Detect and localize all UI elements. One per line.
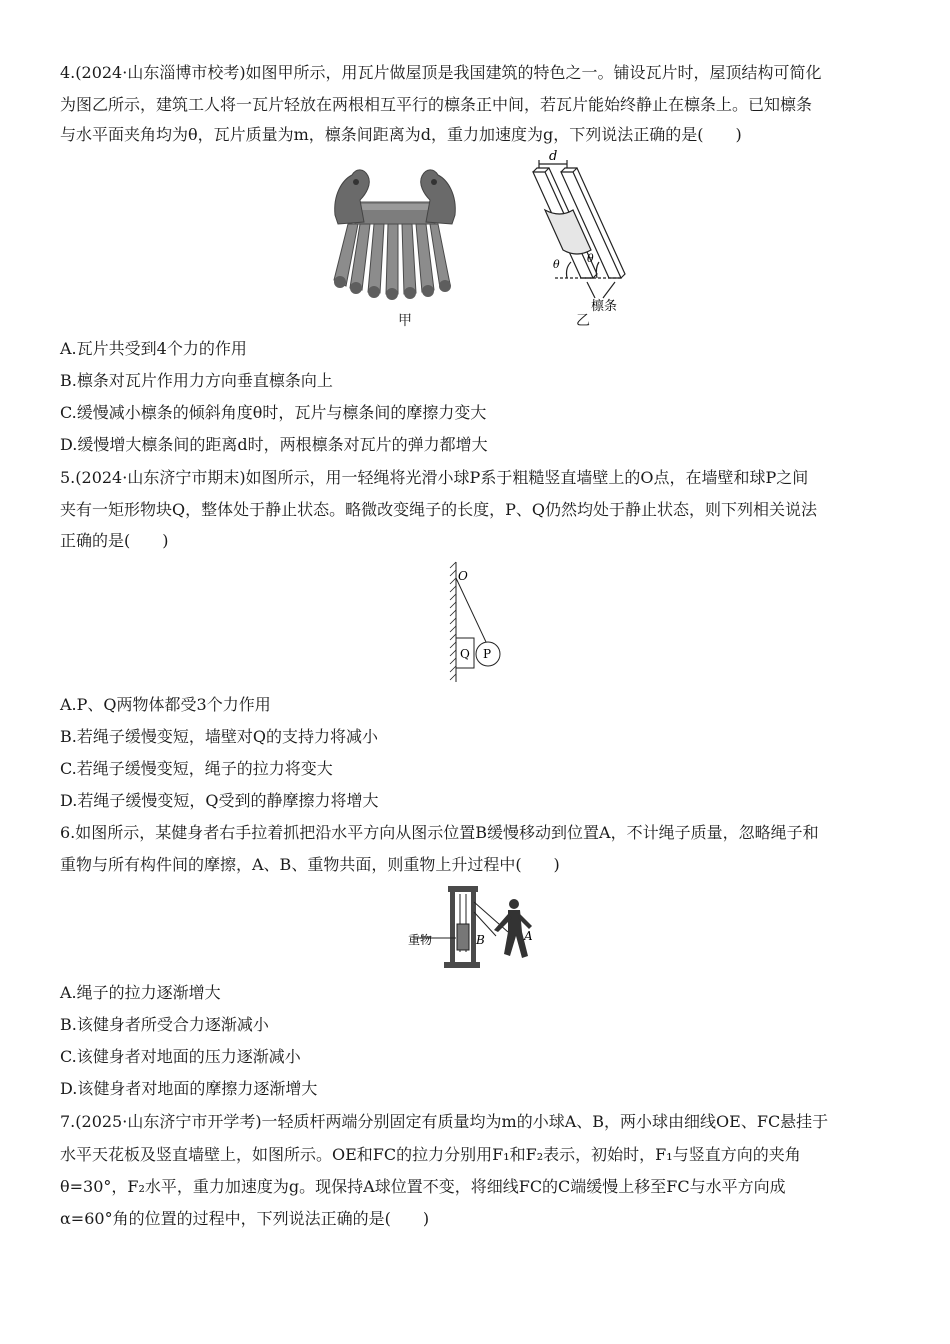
fig-label-q: Q — [460, 647, 470, 661]
q5-stem-line2: 夹有一矩形物块Q，整体处于静止状态。略微改变绳子的长度，P、Q仍然均处于静止状态，则下列相关说法 — [60, 500, 818, 519]
q4-stem-line1: 4.(2024·山东淄博市校考)如图甲所示，用瓦片做屋顶是我国建筑的特色之一。铺设瓦片时，屋顶结构可简化 — [60, 63, 822, 82]
q7-stem-line2: 水平天花板及竖直墙壁上，如图所示。OE和FC的拉力分别用F₁和F₂表示，初始时，F₁与竖直方向的夹角 — [60, 1145, 801, 1164]
q6-option-a: A.绳子的拉力逐渐增大 — [60, 983, 221, 1002]
fig-label-b: B — [476, 933, 485, 947]
gym-cable-diagram — [408, 882, 548, 970]
wall-ball-diagram — [440, 560, 510, 685]
q5-option-d: D.若绳子缓慢变短，Q受到的静摩擦力将增大 — [60, 791, 379, 810]
q4-stem-line3: 与水平面夹角均为θ，瓦片质量为m，檩条间距离为d，重力加速度为g，下列说法正确的是( ) — [60, 125, 742, 144]
q5-option-c: C.若绳子缓慢变短，绳子的拉力将变大 — [60, 759, 333, 778]
q4-option-d: D.缓慢增大檩条间的距离d时，两根檩条对瓦片的弹力都增大 — [60, 435, 488, 454]
q4-option-b: B.檩条对瓦片作用力方向垂直檩条向上 — [60, 371, 333, 390]
purlin-diagram — [515, 150, 645, 320]
fig-label-o: O — [458, 569, 468, 583]
fig-yi-caption: 乙 — [576, 313, 590, 329]
fig-jia-caption: 甲 — [398, 313, 412, 329]
fig-yi-label-d: d — [549, 150, 558, 164]
q5-option-b: B.若绳子缓慢变短，墙壁对Q的支持力将减小 — [60, 727, 378, 746]
q7-stem-line3: θ=30°，F₂水平，重力加速度为g。现保持A球位置不变，将细线FC的C端缓慢上移至FC与水平方向成 — [60, 1177, 786, 1196]
q6-stem-line1: 6.如图所示，某健身者右手拉着抓把沿水平方向从图示位置B缓慢移动到位置A，不计绳子质量，忽略绳子和 — [60, 823, 819, 842]
q5-stem-line1: 5.(2024·山东济宁市期末)如图所示，用一轻绳将光滑小球P系于粗糙竖直墙壁上的O点，在墙壁和球P之间 — [60, 468, 809, 487]
q4-option-c: C.缓慢减小檩条的倾斜角度θ时，瓦片与檩条间的摩擦力变大 — [60, 403, 487, 422]
fig-label-a: A — [524, 929, 533, 943]
q4-stem-line2: 为图乙所示，建筑工人将一瓦片轻放在两根相互平行的檩条正中间，若瓦片能始终静止在檩条上。已知檩条 — [60, 95, 813, 114]
fig-yi-label-theta-left: θ — [553, 258, 560, 271]
q6-stem-line2: 重物与所有构件间的摩擦，A、B、重物共面，则重物上升过程中( ) — [60, 855, 560, 874]
q6-option-b: B.该健身者所受合力逐渐减小 — [60, 1015, 269, 1034]
q5-option-a: A.P、Q两物体都受3个力作用 — [60, 695, 271, 714]
q7-stem-line4: α=60°角的位置的过程中，下列说法正确的是( ) — [60, 1209, 430, 1228]
q6-option-c: C.该健身者对地面的压力逐渐减小 — [60, 1047, 301, 1066]
fig-label-p: P — [483, 647, 492, 661]
fig-label-weight: 重物 — [408, 933, 433, 947]
q5-stem-line3: 正确的是( ) — [60, 531, 169, 550]
roof-tile-photo — [330, 160, 460, 300]
q4-option-a: A.瓦片共受到4个力的作用 — [60, 339, 247, 358]
fig-yi-label-purlin: 檩条 — [591, 299, 618, 314]
q7-stem-line1: 7.(2025·山东济宁市开学考)一轻质杆两端分别固定有质量均为m的小球A、B，两小球由细线OE、FC悬挂于 — [60, 1112, 829, 1131]
q6-option-d: D.该健身者对地面的摩擦力逐渐增大 — [60, 1079, 318, 1098]
fig-yi-label-theta-right: θ — [587, 252, 594, 265]
